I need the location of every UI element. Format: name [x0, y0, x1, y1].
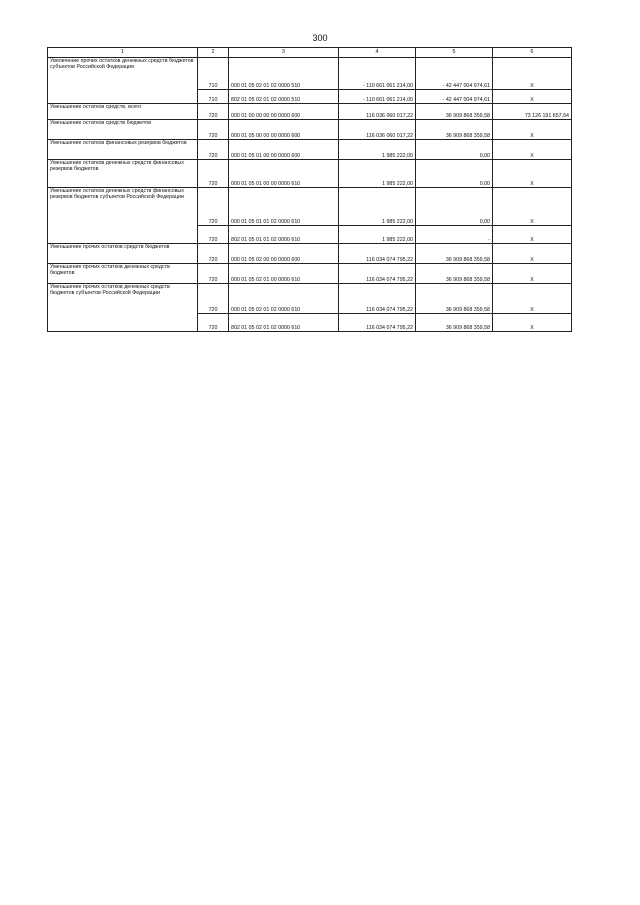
line-code-cell: 720	[198, 188, 229, 226]
table-row	[48, 104, 572, 120]
column-header-6: 6	[493, 48, 572, 58]
executed-amount-cell: 36 909 868 359,58	[416, 264, 493, 284]
budget-sources-table	[47, 47, 572, 332]
column6-cell: X	[493, 90, 572, 104]
column6-cell: 73 126 191 657,64	[493, 104, 572, 120]
row-description: Уменьшение остатков денежных средств финансовых резервов бюджетов	[48, 160, 198, 188]
approved-amount-cell: 1 985 222,00	[339, 160, 416, 188]
executed-amount-cell: 0,00	[416, 188, 493, 226]
executed-amount-cell: 36 909 868 359,58	[416, 284, 493, 314]
classification-code-cell: 000 01 00 00 00 00 0000 600	[229, 104, 339, 120]
approved-amount-cell: 116 036 060 017,22	[339, 104, 416, 120]
classification-code-cell: 000 01 05 01 00 00 0000 600	[229, 140, 339, 160]
column6-cell: X	[493, 226, 572, 244]
classification-code-cell: 802 01 05 01 01 02 0000 610	[229, 226, 339, 244]
column6-cell: X	[493, 160, 572, 188]
line-code-cell: 720	[198, 264, 229, 284]
executed-amount-cell: 0,00	[416, 140, 493, 160]
classification-code-cell: 000 01 05 02 01 02 0000 610	[229, 284, 339, 314]
line-code-cell: 720	[198, 160, 229, 188]
column6-cell: X	[493, 264, 572, 284]
table-body	[48, 58, 572, 332]
classification-code-cell: 802 01 05 02 01 02 0000 610	[229, 314, 339, 332]
column-header-3: 3	[229, 48, 339, 58]
classification-code-cell: 000 01 05 01 00 00 0000 610	[229, 160, 339, 188]
executed-amount-cell: - 42 447 004 974,61	[416, 58, 493, 90]
approved-amount-cell: 1 985 222,00	[339, 140, 416, 160]
column6-cell: X	[493, 188, 572, 226]
approved-amount-cell: 116 036 060 017,22	[339, 120, 416, 140]
classification-code-cell: 000 01 05 02 01 00 0000 610	[229, 264, 339, 284]
column-header-2: 2	[198, 48, 229, 58]
row-description: Уменьшение остатков денежных средств финансовых резервов бюджетов субъектов Российской Федерации	[48, 188, 198, 244]
approved-amount-cell: 116 034 074 795,22	[339, 314, 416, 332]
column6-cell: X	[493, 120, 572, 140]
page-number: 300	[312, 33, 328, 43]
line-code-cell: 720	[198, 314, 229, 332]
line-code-cell: 720	[198, 104, 229, 120]
column6-cell: X	[493, 58, 572, 90]
row-description: Уменьшение остатков средств, всего	[48, 104, 198, 120]
classification-code-cell: 000 01 05 00 00 00 0000 600	[229, 120, 339, 140]
row-description: Уменьшение остатков средств бюджетов	[48, 120, 198, 140]
row-description: Увеличение прочих остатков денежных средств бюджетов субъектов Российской Федерации	[48, 58, 198, 104]
column6-cell: X	[493, 284, 572, 314]
line-code-cell: 720	[198, 226, 229, 244]
executed-amount-cell: -	[416, 226, 493, 244]
line-code-cell: 720	[198, 284, 229, 314]
row-description: Уменьшение прочих остатков денежных средств бюджетов	[48, 264, 198, 284]
line-code-cell: 710	[198, 90, 229, 104]
table-row	[48, 160, 572, 188]
column-header-5: 5	[416, 48, 493, 58]
executed-amount-cell: 36 909 868 359,58	[416, 120, 493, 140]
approved-amount-cell: - 110 661 061 214,00	[339, 90, 416, 104]
row-description: Уменьшение прочих остатков денежных средств бюджетов субъектов Российской Федерации	[48, 284, 198, 332]
approved-amount-cell: 1 985 222,00	[339, 188, 416, 226]
header-row	[48, 48, 572, 58]
approved-amount-cell: 116 034 074 795,22	[339, 284, 416, 314]
approved-amount-cell: 116 034 074 795,22	[339, 244, 416, 264]
table-row	[48, 264, 572, 284]
column6-cell: X	[493, 314, 572, 332]
classification-code-cell: 000 01 05 01 01 02 0000 610	[229, 188, 339, 226]
executed-amount-cell: 36 909 868 359,58	[416, 314, 493, 332]
executed-amount-cell: 36 909 868 359,58	[416, 244, 493, 264]
row-description: Уменьшение остатков финансовых резервов бюджетов	[48, 140, 198, 160]
executed-amount-cell: - 42 447 004 974,61	[416, 90, 493, 104]
table-row	[48, 120, 572, 140]
table-row	[48, 188, 572, 226]
approved-amount-cell: - 110 661 061 214,00	[339, 58, 416, 90]
line-code-cell: 720	[198, 244, 229, 264]
classification-code-cell: 802 01 05 02 01 02 0000 510	[229, 90, 339, 104]
approved-amount-cell: 1 985 222,00	[339, 226, 416, 244]
classification-code-cell: 000 01 05 02 00 00 0000 600	[229, 244, 339, 264]
column6-cell: X	[493, 140, 572, 160]
executed-amount-cell: 0,00	[416, 160, 493, 188]
column-header-4: 4	[339, 48, 416, 58]
row-description: Уменьшение прочих остатков средств бюджетов	[48, 244, 198, 264]
executed-amount-cell: 36 909 868 359,58	[416, 104, 493, 120]
approved-amount-cell: 116 034 074 795,22	[339, 264, 416, 284]
table-row	[48, 58, 572, 90]
classification-code-cell: 000 01 05 02 01 02 0000 510	[229, 58, 339, 90]
table-header	[48, 48, 572, 58]
column6-cell: X	[493, 244, 572, 264]
line-code-cell: 710	[198, 58, 229, 90]
column-header-1: 1	[48, 48, 198, 58]
table-row	[48, 244, 572, 264]
table-row	[48, 284, 572, 314]
line-code-cell: 720	[198, 140, 229, 160]
table-row	[48, 140, 572, 160]
line-code-cell: 720	[198, 120, 229, 140]
